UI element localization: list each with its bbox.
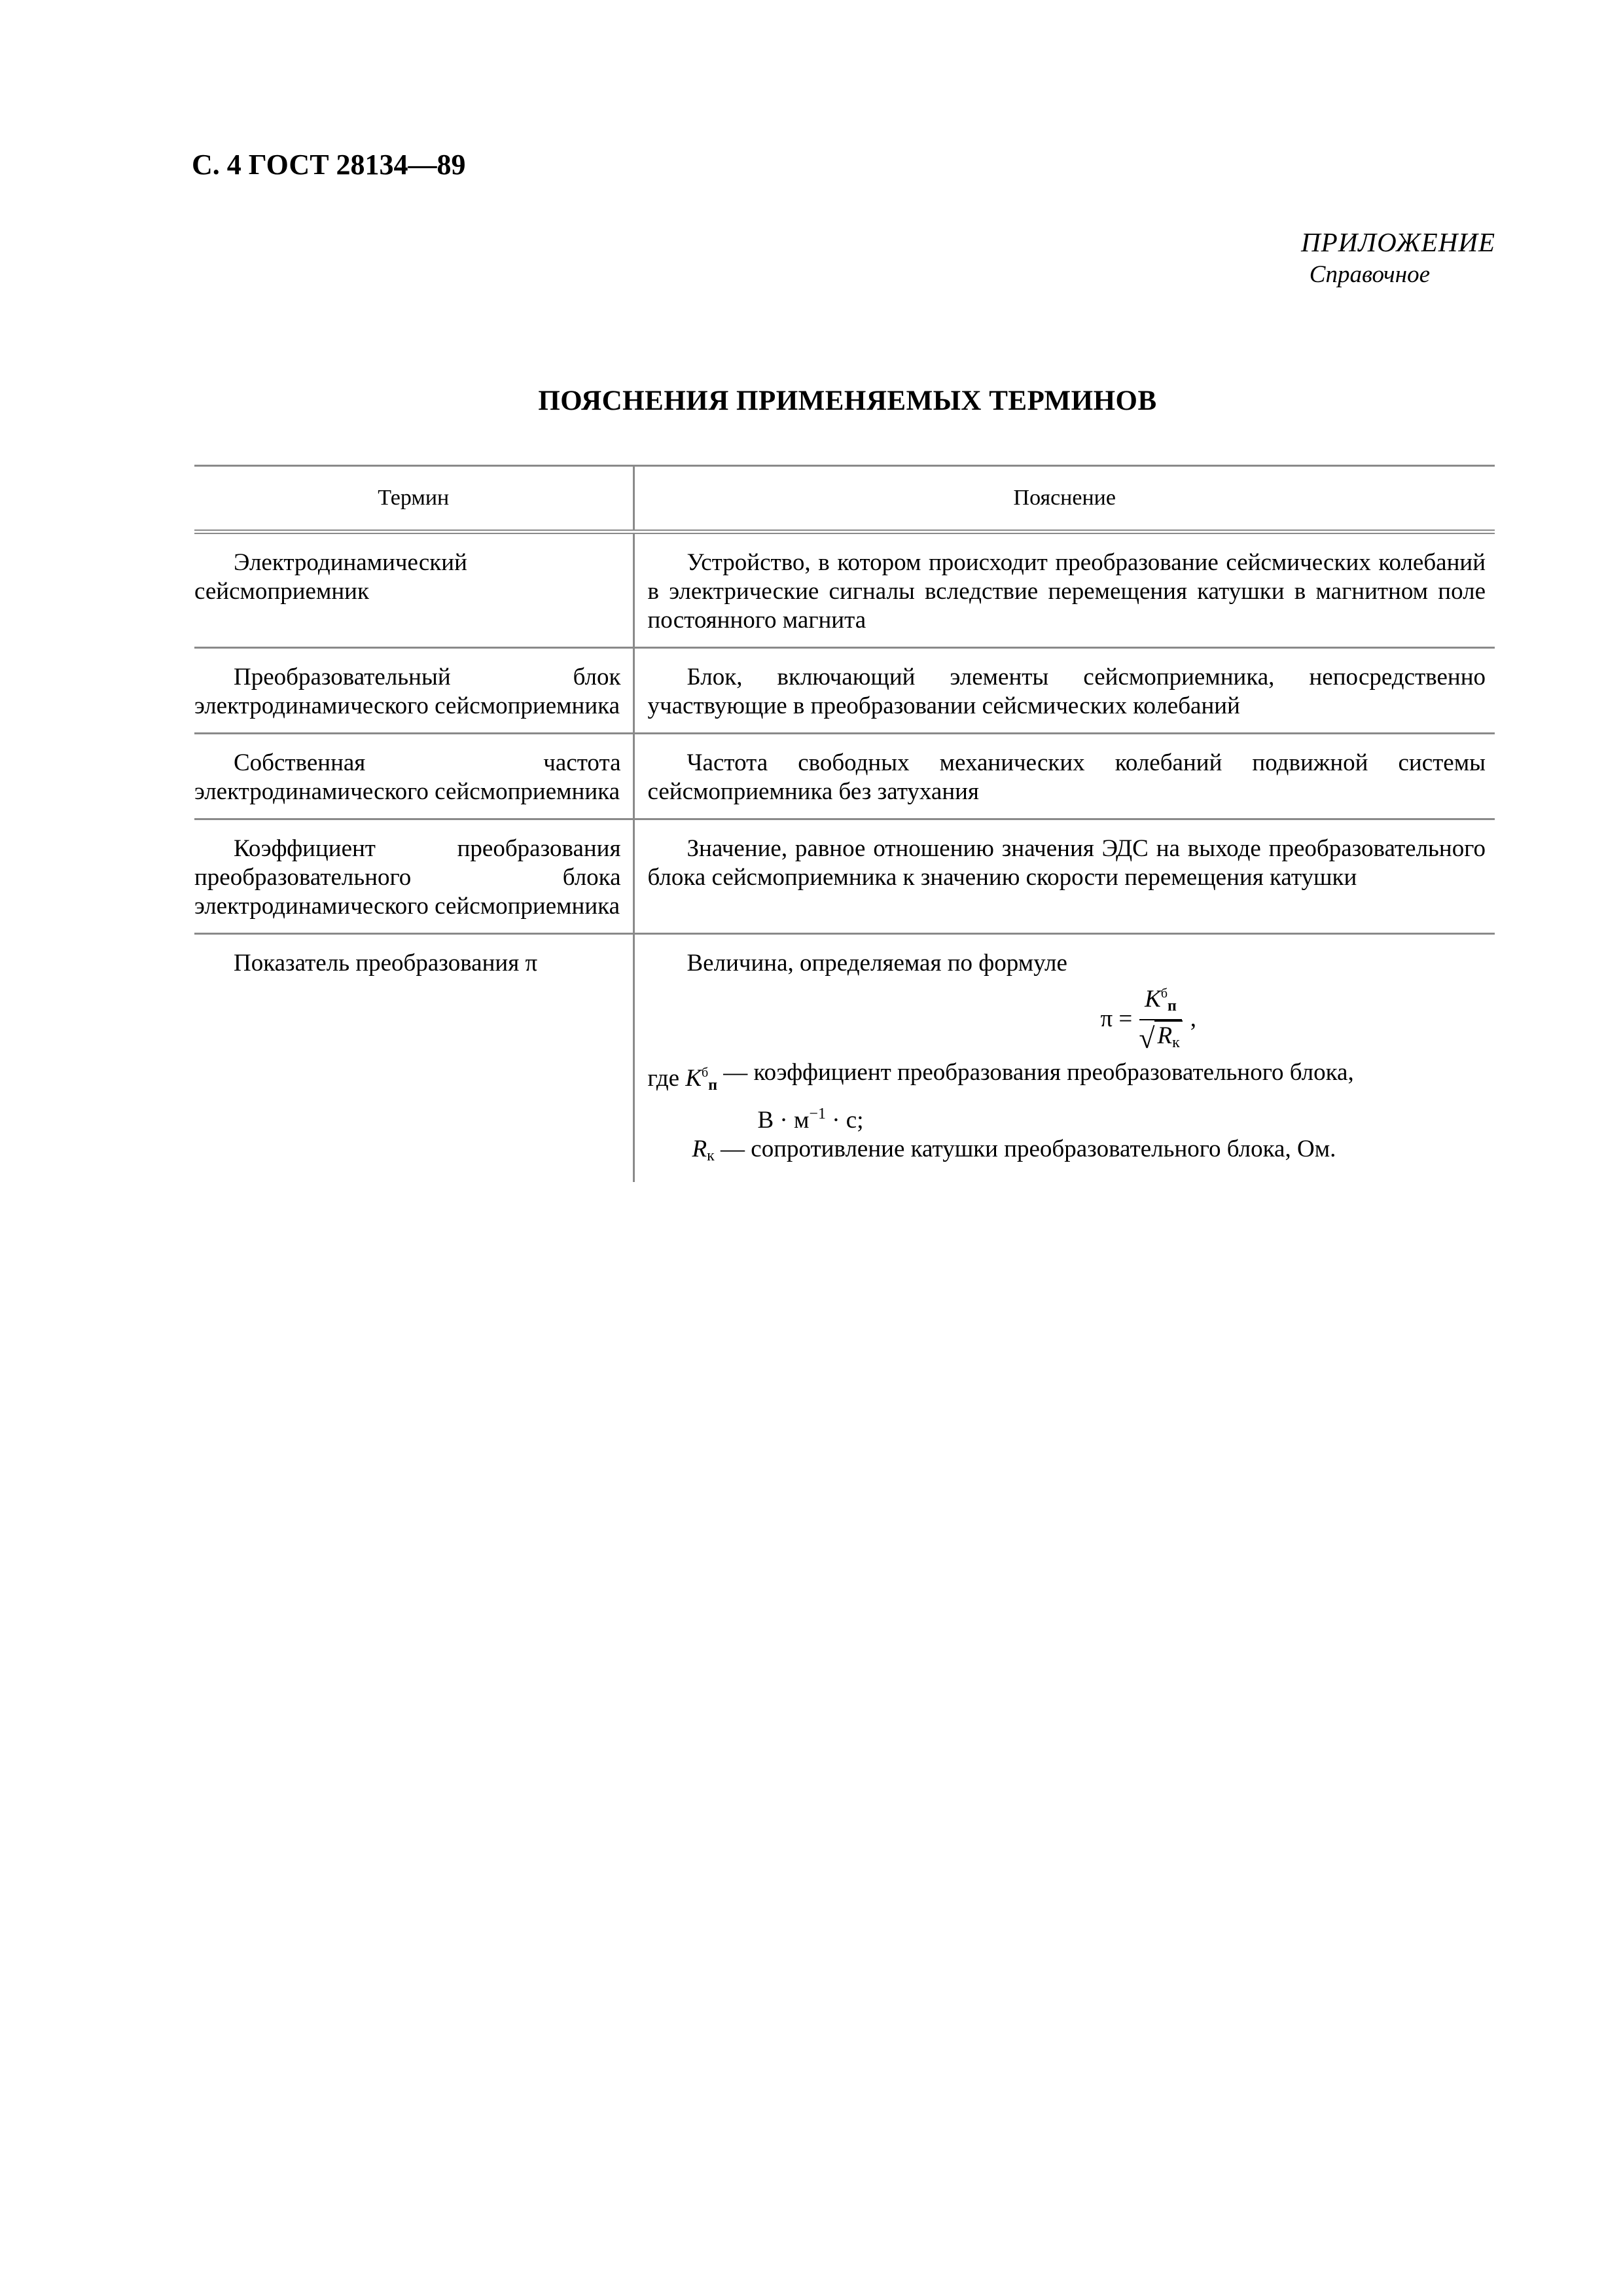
explanation-cell: Частота свободных механических колебаний подвижной системы сейсмоприемника без затухания [633, 734, 1495, 819]
units-base: В · м [757, 1107, 810, 1134]
formula-lhs: π = [1100, 1005, 1133, 1032]
term-cell: Преобразовательный блок электродинамического сейсмоприемника [194, 648, 633, 734]
term-cell: Электродинамический сейсмоприемник [194, 532, 633, 648]
numerator-symbol: K [1145, 986, 1161, 1013]
formula [648, 980, 1486, 1057]
legend-k-symbol: K [685, 1065, 702, 1092]
legend-r-symbol: R [692, 1136, 707, 1162]
terms-table [194, 465, 1495, 1182]
table-header-row [194, 466, 1495, 532]
formula-trailing-comma: , [1190, 1005, 1196, 1032]
column-header-explanation: Пояснение [633, 466, 1495, 532]
numerator-subscript: п [1168, 997, 1177, 1014]
formula-fraction [1139, 980, 1182, 1057]
table-row [194, 819, 1495, 934]
appendix-label: ПРИЛОЖЕНИЕ [1301, 227, 1495, 257]
page-header: С. 4 ГОСТ 28134—89 [192, 149, 466, 181]
document-title: ПОЯСНЕНИЯ ПРИМЕНЯЕМЫХ ТЕРМИНОВ [538, 386, 1157, 416]
term-cell: Показатель преобразования π [234, 950, 538, 977]
appendix-label-block [1301, 226, 1495, 289]
explanation-cell: Устройство, в котором происходит преобразование сейсмических колебаний в электрические сигналы вследствие перемещения катушки в магнитном поле постоянного магнита [633, 532, 1495, 648]
radicand [1154, 1020, 1182, 1057]
legend-r-subscript: к [707, 1147, 715, 1164]
legend-line-k [648, 1058, 1486, 1100]
formula-legend [648, 1058, 1486, 1170]
legend-k-subscript: п [708, 1077, 718, 1094]
table-row [194, 532, 1495, 648]
units-tail: · с; [832, 1107, 864, 1134]
term-cell: Собственная частота электродинамического сейсмоприемника [194, 734, 633, 819]
legend-r-definition: — сопротивление катушки преобразовательного блока, Ом. [721, 1136, 1336, 1162]
table-row [194, 734, 1495, 819]
denominator-symbol: R [1157, 1022, 1173, 1049]
explanation-cell: Значение, равное отношению значения ЭДС на выходе преобразовательного блока сейсмоприемника к значению скорости перемещения катушки [633, 819, 1495, 934]
explanation-cell [633, 934, 1495, 1183]
numerator-superscript: б [1160, 986, 1168, 1001]
table-row [194, 934, 1495, 1183]
explanation-cell: Блок, включающий элементы сейсмоприемника, непосредственно участвующие в преобразовании сейсмических колебаний [633, 648, 1495, 734]
legend-k-units [648, 1100, 1486, 1135]
where-prefix: где [647, 1065, 680, 1092]
term-cell: Коэффициент преобразования преобразовательного блока электродинамического сейсмоприемника [194, 819, 633, 934]
legend-k-superscript: б [702, 1066, 709, 1080]
column-header-term: Термин [194, 466, 633, 532]
formula-numerator [1139, 980, 1182, 1020]
formula-intro: Величина, определяемая по формуле [687, 950, 1067, 977]
appendix-kind: Справочное [1309, 261, 1430, 288]
table-row [194, 648, 1495, 734]
legend-line-r [648, 1135, 1486, 1170]
denominator-subscript: к [1172, 1034, 1180, 1051]
sqrt-icon: √ [1139, 1022, 1155, 1054]
legend-k-definition: — коэффициент преобразования преобразовательного блока, [723, 1059, 1354, 1086]
formula-denominator [1139, 1020, 1182, 1057]
units-exponent: −1 [809, 1105, 826, 1122]
